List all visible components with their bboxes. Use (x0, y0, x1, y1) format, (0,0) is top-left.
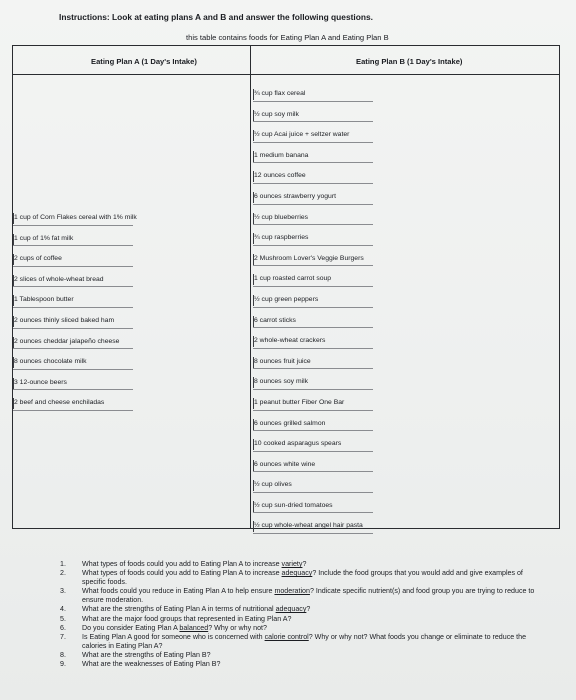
question-number: 4. (60, 605, 66, 614)
cell-line (13, 234, 14, 245)
cell-underline (253, 430, 373, 431)
cell-line (253, 377, 254, 388)
cell-underline (253, 492, 373, 493)
cell-line (13, 357, 14, 368)
cell-underline (253, 204, 373, 205)
question-item (60, 615, 540, 624)
question-fragment: What types of foods could you add to Eating Plan A to increase (82, 560, 282, 568)
question-item (60, 605, 540, 614)
plan-b-item (253, 249, 558, 270)
cell-underline (253, 533, 373, 534)
cell-line (253, 110, 254, 121)
table-caption: this table contains foods for Eating Plan A and Eating Plan B (186, 33, 389, 42)
header-divider (13, 74, 559, 75)
plan-b-item (253, 105, 558, 126)
plan-a-item-text: 2 ounces thinly sliced baked ham (14, 316, 115, 324)
question-text (82, 660, 540, 669)
cell-underline (253, 245, 373, 246)
plan-b-item (253, 166, 558, 187)
cell-line (253, 439, 254, 450)
plan-a-item (13, 208, 249, 229)
question-fragment: ? (306, 605, 311, 614)
question-key-term: adequacy (281, 569, 313, 578)
plan-b-item (253, 125, 558, 146)
question-text (82, 605, 540, 614)
column-divider (250, 46, 251, 528)
question-key-term: moderation (274, 587, 310, 596)
cell-underline (13, 307, 133, 308)
plan-a-column (13, 208, 249, 414)
cell-underline (13, 266, 133, 267)
cell-line (253, 295, 254, 306)
question-number: 5. (60, 614, 66, 623)
plan-b-item-text: ½ cup blueberries (254, 213, 309, 221)
plan-b-item-text: 1 medium banana (254, 151, 309, 159)
cell-underline (13, 286, 133, 287)
plan-b-item-text: 6 ounces strawberry yogurt (254, 192, 336, 200)
plan-b-item-text: 12 ounces coffee (254, 172, 306, 180)
plan-b-item (253, 331, 558, 352)
cell-line (13, 316, 14, 327)
cell-underline (13, 389, 133, 390)
cell-line (253, 274, 254, 285)
cell-underline (253, 265, 373, 266)
question-fragment: ? Indicate specific nutrient(s) and food group you are trying to reduce to ensure moderation. (82, 587, 535, 605)
question-item (60, 633, 540, 651)
plan-b-item-text: ½ cup green peppers (254, 295, 319, 303)
cell-underline (253, 162, 373, 163)
eating-plans-table (12, 45, 560, 529)
cell-line (13, 295, 14, 306)
plan-b-item (253, 516, 558, 537)
cell-underline (253, 410, 373, 411)
cell-underline (13, 348, 133, 349)
plan-b-item-text: 8 ounces soy milk (254, 378, 309, 386)
plan-a-item-text: 8 ounces chocolate milk (14, 358, 87, 366)
plan-b-item-text: ½ cup sun-dried tomatoes (254, 501, 333, 509)
plan-b-item-text: ½ cup olives (254, 481, 292, 489)
plan-a-item-text: 1 cup of Corn Flakes cereal with 1% milk (14, 214, 137, 221)
question-fragment: What are the major food groups that represented in Eating Plan A? (82, 614, 292, 623)
plan-b-item-text: 10 cooked asparagus spears (254, 440, 342, 448)
plan-b-item (253, 311, 558, 332)
cell-line (13, 254, 14, 265)
plan-a-item (13, 249, 249, 270)
plan-a-item (13, 332, 249, 353)
plan-a-item (13, 373, 249, 394)
cell-underline (253, 512, 373, 513)
cell-underline (253, 224, 373, 225)
plan-b-item (253, 146, 558, 167)
plan-b-item-text: 8 ounces fruit juice (254, 357, 311, 365)
plan-a-item-text: 2 slices of whole-wheat bread (14, 275, 104, 283)
plan-a-item (13, 311, 249, 332)
plan-b-item (253, 187, 558, 208)
cell-line (13, 337, 14, 348)
plan-b-item-text: ½ cup soy milk (254, 110, 299, 118)
cell-underline (253, 451, 373, 452)
question-text (82, 633, 540, 651)
question-key-term: balanced (179, 623, 209, 632)
cell-line (253, 233, 254, 244)
question-fragment: ? Include the food groups that you would add and give examples of specific foods. (82, 569, 523, 587)
cell-underline (253, 368, 373, 369)
cell-line (253, 501, 254, 512)
plan-a-item-text: 3 12-ounce beers (14, 378, 67, 386)
plan-b-item (253, 208, 558, 229)
plan-b-item-text: 6 carrot sticks (254, 316, 296, 324)
question-number: 1. (60, 560, 66, 568)
question-text (82, 569, 540, 587)
question-fragment: What are the strengths of Eating Plan A in terms of nutritional (82, 605, 276, 614)
plan-b-item (253, 496, 558, 517)
cell-line (253, 460, 254, 471)
plan-b-item-text: ½ cup whole-wheat angel hair pasta (254, 522, 363, 530)
cell-line (13, 378, 14, 389)
plan-b-item (253, 290, 558, 311)
plan-a-item (13, 270, 249, 291)
question-item (60, 660, 540, 669)
question-item (60, 569, 540, 587)
header-plan-b: Eating Plan B (1 Day's Intake) (356, 57, 463, 66)
cell-line (253, 254, 254, 265)
plan-b-item-text: 2 whole-wheat crackers (254, 337, 326, 345)
question-number: 6. (60, 623, 66, 632)
question-text (82, 560, 540, 569)
plan-b-item-text: 2 Mushroom Lover's Veggie Burgers (254, 254, 364, 262)
plan-b-item (253, 352, 558, 373)
cell-line (253, 398, 254, 409)
cell-line (253, 521, 254, 532)
plan-a-item-text: 2 cups of coffee (14, 255, 62, 263)
plan-a-item (13, 393, 249, 414)
cell-underline (253, 142, 373, 143)
cell-underline (253, 307, 373, 308)
cell-line (253, 192, 254, 203)
cell-line (13, 213, 14, 224)
question-item (60, 624, 540, 633)
question-number: 2. (60, 569, 66, 578)
question-fragment: What are the weaknesses of Eating Plan B? (82, 660, 221, 669)
question-item (60, 560, 540, 569)
plan-b-item-text: 1 peanut butter Fiber One Bar (254, 398, 345, 406)
cell-line (253, 316, 254, 327)
cell-underline (13, 225, 133, 226)
plan-b-item-text: 6 ounces white wine (254, 460, 316, 468)
question-number: 8. (60, 650, 66, 659)
question-fragment: What foods could you reduce in Eating Plan A to help ensure (82, 587, 275, 596)
question-text (82, 615, 540, 624)
cell-line (253, 480, 254, 491)
plan-b-item-text: 6 ounces grilled salmon (254, 419, 326, 427)
cell-underline (13, 245, 133, 246)
question-text (82, 587, 540, 605)
plan-a-item-text: 1 Tablespoon butter (14, 296, 74, 304)
plan-b-item-text: ¾ cup raspberries (254, 234, 309, 242)
cell-line (253, 213, 254, 224)
cell-line (253, 89, 254, 100)
cell-line (13, 398, 14, 409)
cell-underline (13, 369, 133, 370)
plan-a-item (13, 352, 249, 373)
question-number: 9. (60, 660, 66, 669)
cell-underline (253, 101, 373, 102)
question-key-term: variety (281, 560, 303, 568)
cell-line (253, 130, 254, 141)
question-fragment: Do you consider Eating Plan A (82, 623, 180, 632)
question-fragment: ? Why or why not? What foods you change or eliminate to reduce the calories in Eating Plan A? (82, 632, 527, 650)
plan-a-item (13, 290, 249, 311)
question-fragment: ? (302, 560, 307, 568)
plan-b-item-text: 1 cup roasted carrot soup (254, 275, 332, 283)
cell-underline (13, 410, 133, 411)
question-number: 7. (60, 632, 66, 641)
plan-b-item-text: ½ cup Acai juice + seltzer water (254, 131, 350, 139)
question-fragment: What are the strengths of Eating Plan B? (82, 650, 211, 659)
cell-line (253, 151, 254, 162)
question-item (60, 651, 540, 660)
plan-a-item-text: 2 ounces cheddar jalapeño cheese (14, 337, 120, 345)
instructions-text: Instructions: Look at eating plans A and B and answer the following questions. (59, 12, 373, 22)
cell-line (253, 419, 254, 430)
question-item (60, 587, 540, 605)
question-list (60, 560, 540, 669)
plan-b-item (253, 434, 558, 455)
plan-b-item (253, 372, 558, 393)
plan-a-item (13, 229, 249, 250)
question-fragment: ? Why or why not? (208, 623, 267, 632)
plan-a-item-text: 1 cup of 1% fat milk (14, 234, 74, 242)
cell-underline (253, 348, 373, 349)
question-text (82, 651, 540, 660)
cell-underline (13, 328, 133, 329)
plan-b-item (253, 84, 558, 105)
plan-b-column (253, 84, 558, 537)
question-key-term: adequacy (275, 605, 307, 614)
cell-line (253, 336, 254, 347)
cell-underline (253, 471, 373, 472)
question-fragment: Is Eating Plan A good for someone who is concerned with (82, 632, 265, 641)
cell-underline (253, 121, 373, 122)
plan-b-item (253, 455, 558, 476)
plan-b-item (253, 475, 558, 496)
plan-b-item (253, 228, 558, 249)
plan-b-item (253, 414, 558, 435)
cell-underline (253, 327, 373, 328)
cell-line (253, 357, 254, 368)
question-key-term: calorie control (264, 632, 309, 641)
cell-underline (253, 183, 373, 184)
cell-line (253, 171, 254, 182)
question-number: 3. (60, 587, 66, 596)
plan-a-item-text: 2 beef and cheese enchiladas (14, 399, 105, 407)
plan-b-item-text: ¾ cup flax cereal (254, 90, 306, 97)
cell-line (13, 275, 14, 286)
cell-underline (253, 389, 373, 390)
header-plan-a: Eating Plan A (1 Day's Intake) (91, 57, 197, 66)
question-fragment: What types of foods could you add to Eating Plan A to increase (82, 569, 282, 578)
cell-underline (253, 286, 373, 287)
plan-b-item (253, 393, 558, 414)
plan-b-item (253, 269, 558, 290)
question-text (82, 624, 540, 633)
